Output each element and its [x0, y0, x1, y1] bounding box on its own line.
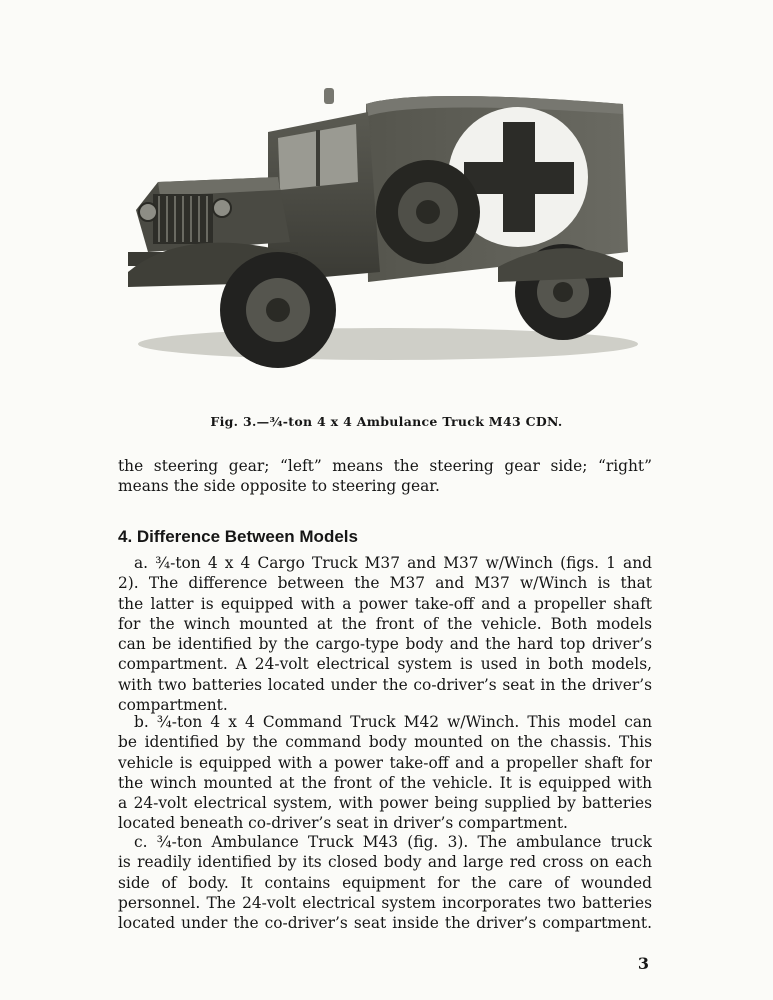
text-line: a. ¾-ton 4 x 4 Cargo Truck M37 and M37 w/Winch (figs. 1 and [134, 554, 652, 572]
text-line: with two batteries located under the co-driver’s seat in the driver’s [118, 675, 652, 694]
page-number: 3 [637, 954, 649, 973]
text-line: the winch mounted at the front of the vehicle. It is equipped with [118, 773, 652, 792]
figure-caption: Fig. 3.—¾-ton 4 x 4 Ambulance Truck M43 CDN. [210, 414, 563, 429]
text-line: for the winch mounted at the front of the vehicle. Both models [118, 614, 652, 633]
text-line: a 24-volt electrical system, with power being supplied by batteries [118, 794, 652, 813]
text-line: the latter is equipped with a power take-off and a propeller shaft [118, 594, 652, 613]
text-line: located under the co-driver’s seat inside the driver’s compartment. [118, 914, 652, 933]
text-line: is readily identified by its closed body and large red cross on each [118, 853, 652, 872]
text-line: compartment. A 24-volt electrical system is used in both models, [118, 655, 652, 674]
text-line: be identified by the command body mounted on the chassis. This [118, 733, 652, 752]
text-line: located beneath co-driver’s seat in driver’s compartment. [118, 814, 568, 833]
text-line: means the side opposite to steering gear. [118, 477, 440, 496]
continuation-paragraph [118, 456, 652, 497]
text-line: the steering gear; “left” means the steering gear side; “right” [118, 457, 652, 475]
text-line: compartment. [118, 696, 228, 715]
paragraph-c [118, 832, 652, 933]
ambulance-truck-photo [118, 82, 638, 372]
paragraph-a [118, 553, 652, 715]
text-line: personnel. The 24-volt electrical system incorporates two batteries [118, 893, 652, 912]
text-line: side of body. It contains equipment for the care of wounded [118, 873, 652, 892]
paragraph-b [118, 712, 652, 834]
text-line: b. ¾-ton 4 x 4 Command Truck M42 w/Winch. This model can [134, 713, 652, 731]
text-line: can be identified by the cargo-type body and the hard top driver’s [118, 635, 652, 654]
text-line: 2). The difference between the M37 and M37 w/Winch is that [118, 574, 652, 593]
text-line: c. ¾-ton Ambulance Truck M43 (fig. 3). The ambulance truck [134, 833, 652, 851]
text-line: vehicle is equipped with a power take-off and a propeller shaft for [118, 753, 652, 772]
section-heading: 4. Difference Between Models [118, 527, 358, 546]
